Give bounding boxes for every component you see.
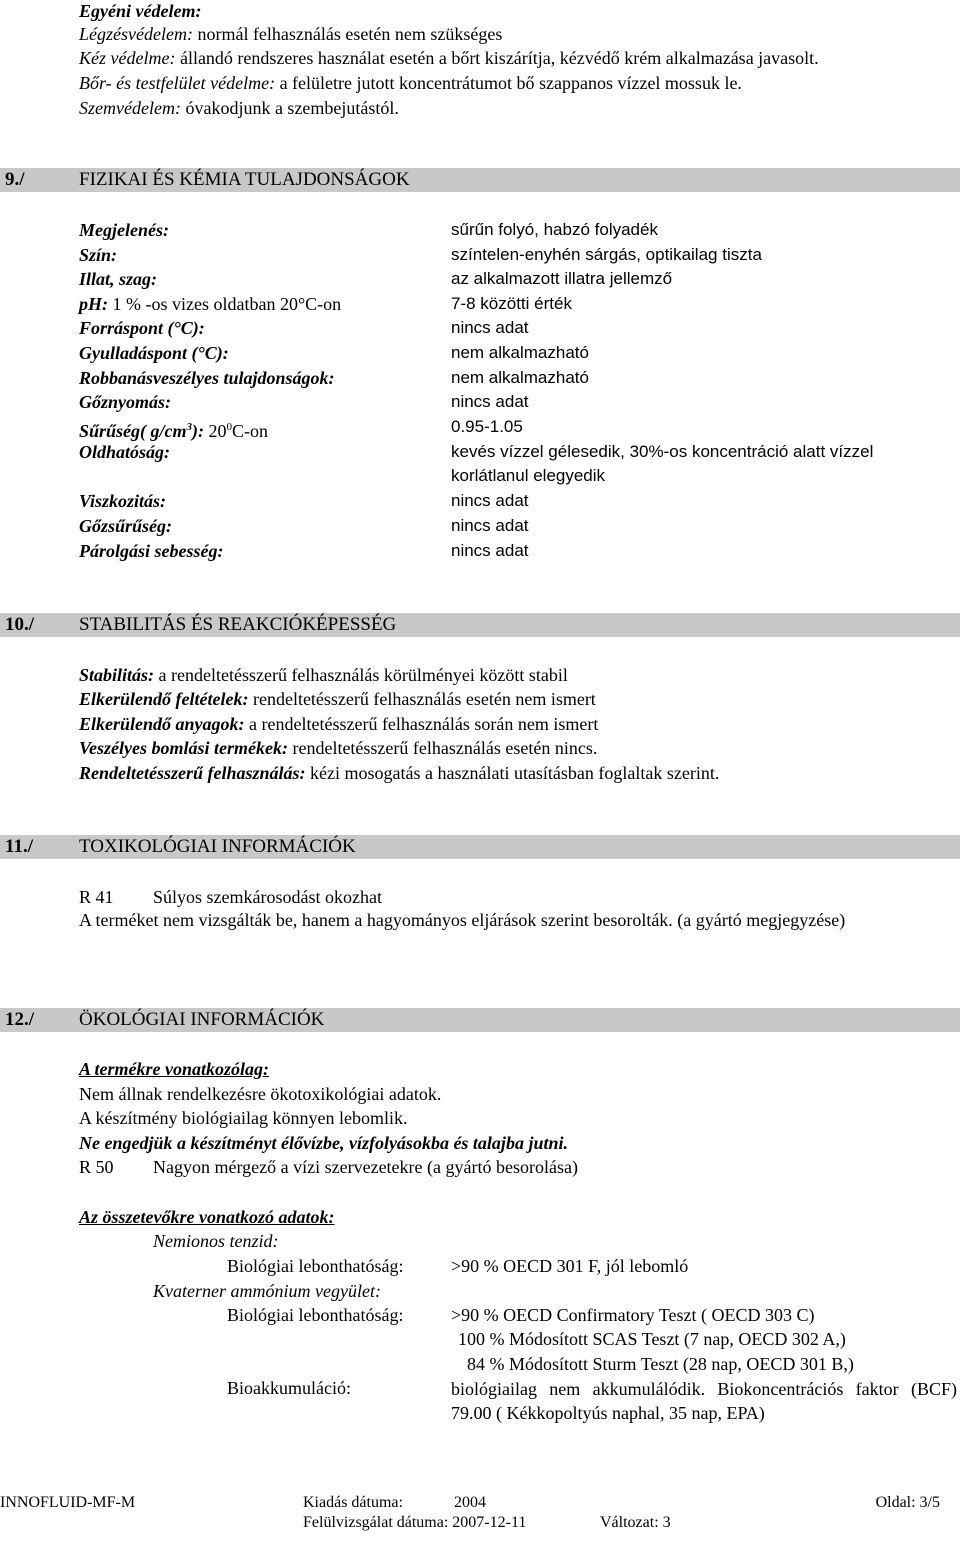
odor-label: Illat, szag:: [79, 269, 158, 289]
flash-point-value: nem alkalmazható: [451, 343, 589, 362]
evaporation-rate-label: Párolgási sebesség:: [79, 541, 224, 561]
section-9-header: 9./ FIZIKAI ÉS KÉMIA TULAJDONSÁGOK: [5, 169, 410, 190]
bioaccumulation-value: biológiailag nem akkumulálódik. Biokoncentrációs faktor (BCF) 79.00 ( Kékkopoltyús naphal, 35 nap, EPA): [451, 1379, 957, 1423]
quat-biodegradability-label: Biológiai lebonthatóság:: [227, 1305, 404, 1325]
quaternary-ammonium-label: Kvaterner ammónium vegyület:: [153, 1281, 381, 1301]
footer-issue-label: Kiadás dátuma:: [303, 1494, 403, 1511]
viscosity-value: nincs adat: [451, 491, 529, 510]
materials-to-avoid-line: Elkerülendő anyagok: a rendeltetésszerű felhasználás során nem ismert: [79, 714, 599, 734]
eco-warning: Ne engedjük a készítményt élővízbe, vízfolyásokba és talajba jutni.: [79, 1133, 568, 1153]
nonionic-surfactant-label: Nemionos tenzid:: [153, 1231, 279, 1251]
evaporation-rate-value: nincs adat: [451, 541, 529, 560]
explosive-value: nem alkalmazható: [451, 368, 589, 387]
hand-protection: Kéz védelme: állandó rendszeres használat esetén a bőrt kiszárítja, kézvédő krém alkalmazása javasolt.: [79, 48, 819, 68]
appearance-label: Megjelenés:: [79, 220, 169, 240]
personal-protection-title: Egyéni védelem:: [79, 1, 202, 21]
footer-version: Változat: 3: [600, 1514, 671, 1531]
footer-page-number: Oldal: 3/5: [875, 1494, 940, 1511]
vapor-density-value: nincs adat: [451, 516, 529, 535]
quat-biodegradability-value-2: 100 % Módosított SCAS Teszt (7 nap, OECD 302 A,): [458, 1329, 846, 1349]
stability-line: Stabilitás: a rendeltetésszerű felhasználás körülményei között stabil: [79, 665, 568, 685]
explosive-label: Robbanásveszélyes tulajdonságok:: [79, 368, 335, 388]
tox-r-phrase-text: Súlyos szemkárosodást okozhat: [153, 887, 382, 907]
eco-r-phrase-code: R 50: [79, 1157, 114, 1177]
nonionic-biodegradability-value: >90 % OECD 301 F, jól lebomló: [451, 1256, 689, 1276]
conditions-to-avoid-line: Elkerülendő feltételek: rendeltetésszerű felhasználás esetén nem ismert: [79, 689, 596, 709]
vapor-pressure-value: nincs adat: [451, 392, 529, 411]
footer-product: INNOFLUID-MF-M: [0, 1494, 136, 1511]
quat-biodegradability-value-1: >90 % OECD Confirmatory Teszt ( OECD 303 C): [451, 1305, 815, 1325]
color-value: színtelen-enyhén sárgás, optikailag tiszta: [451, 245, 762, 264]
appearance-value: sűrűn folyó, habzó folyadék: [451, 220, 658, 239]
density-label: Sűrűség( $g/cm^3$): $20^0C-on$: [79, 421, 269, 441]
ph-value: 7-8 közötti érték: [451, 294, 572, 313]
section-10-header: 10./ STABILITÁS ÉS REAKCIÓKÉPESSÉG: [5, 614, 397, 635]
solubility-value: kevés vízzel gélesedik, 30%-os koncentráció alatt vízzel: [451, 442, 874, 461]
footer-revision-date: Felülvizsgálat dátuma: 2007-12-11: [303, 1514, 527, 1531]
vapor-density-label: Gőzsűrűség:: [79, 516, 173, 536]
boiling-point-value: nincs adat: [451, 318, 529, 337]
intended-use-line: Rendeltetésszerű felhasználás: kézi mosogatás a használati utasításban foglaltak szerint.: [79, 763, 720, 783]
tox-note: A terméket nem vizsgálták be, hanem a hagyományos eljárások szerint besorolták. (a gyártó megjegyzése): [79, 910, 846, 930]
decomposition-products-line: Veszélyes bomlási termékek: rendeltetésszerű felhasználás esetén nincs.: [79, 738, 598, 758]
color-label: Szín:: [79, 245, 118, 265]
flash-point-label: Gyulladáspont (°C):: [79, 343, 229, 363]
viscosity-label: Viszkozitás:: [79, 491, 167, 511]
eco-line-1: Nem állnak rendelkezésre ökotoxikológiai adatok.: [79, 1084, 442, 1104]
solubility-label: Oldhatóság:: [79, 442, 171, 462]
density-value: 0.95-1.05: [451, 417, 523, 436]
nonionic-biodegradability-label: Biológiai lebonthatóság:: [227, 1256, 404, 1276]
footer-issue-value: 2004: [454, 1494, 486, 1511]
quat-biodegradability-value-3: 84 % Módosított Sturm Teszt (28 nap, OECD 301 B,): [467, 1354, 854, 1374]
bioaccumulation-label: Bioakkumuláció:: [227, 1378, 351, 1398]
section-11-header: 11./ TOXIKOLÓGIAI INFORMÁCIÓK: [5, 836, 356, 857]
eco-r-phrase-text: Nagyon mérgező a vízi szervezetekre (a gyártó besorolása): [153, 1157, 578, 1177]
boiling-point-label: Forráspont (°C):: [79, 318, 205, 338]
eye-protection: Szemvédelem: óvakodjunk a szembejutástól.: [79, 98, 399, 118]
tox-r-phrase-code: R 41: [79, 887, 114, 907]
components-heading: Az összetevőkre vonatkozó adatok:: [79, 1207, 335, 1227]
skin-protection: Bőr- és testfelület védelme: a felületre jutott koncentrátumot bő szappanos vízzel mossuk le.: [79, 73, 742, 93]
odor-value: az alkalmazott illatra jellemző: [451, 269, 673, 288]
solubility-value-cont: korlátlanul elegyedik: [451, 466, 606, 485]
ph-label: pH: 1 % -os vizes oldatban 20°C-on: [79, 294, 342, 314]
section-12-header: 12./ ÖKOLÓGIAI INFORMÁCIÓK: [5, 1009, 325, 1030]
product-heading: A termékre vonatkozólag:: [79, 1059, 269, 1079]
vapor-pressure-label: Gőznyomás:: [79, 392, 172, 412]
respiratory-protection: Légzésvédelem: normál felhasználás esetén nem szükséges: [79, 24, 503, 44]
eco-line-2: A készítmény biológiailag könnyen lebomlik.: [79, 1108, 408, 1128]
